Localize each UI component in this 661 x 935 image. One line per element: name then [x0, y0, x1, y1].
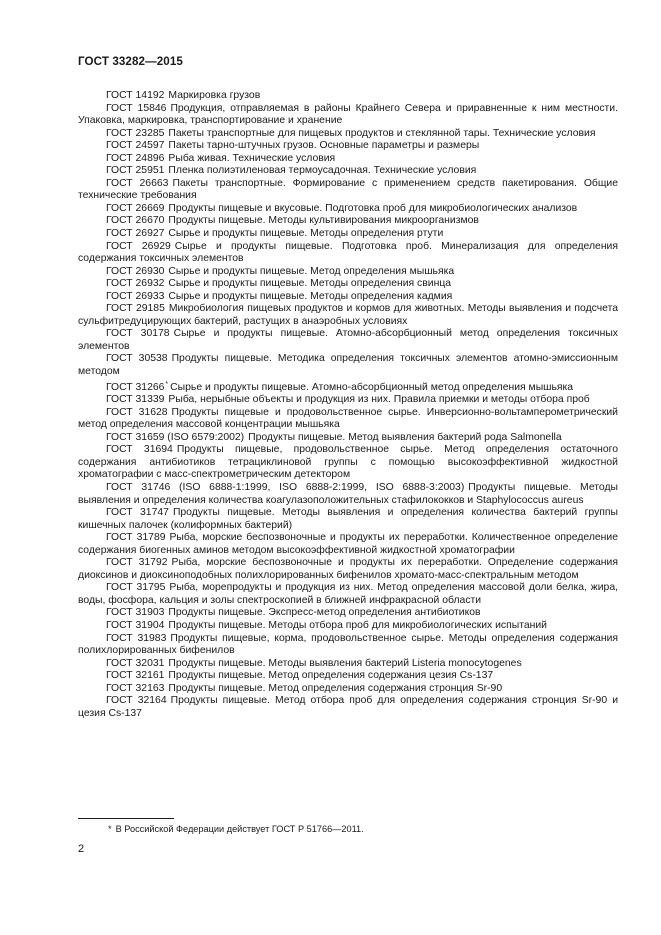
reference-code: ГОСТ 31266: [106, 381, 165, 393]
reference-item: [78, 165, 618, 178]
reference-item: [78, 620, 618, 633]
reference-title: Сырье и продукты пищевые. Методы определения ртути: [168, 228, 444, 240]
reference-code: ГОСТ 29185: [106, 303, 165, 315]
reference-title: Продукты пищевые. Методы выявления и определения количества бактерий группы кишечных палочек (колиформных бактерий): [78, 507, 618, 531]
reference-code: ГОСТ 14192: [106, 90, 165, 101]
reference-title: Рыба, морепродукты и продукция из них. Метод определения массовой доли белка, жира, воды, фосфора, кальция и золы спектроскопией в ближней инфракрасной области: [78, 582, 618, 606]
reference-title: Продукты пищевые. Метод определения содержания цезия Cs-137: [168, 670, 494, 682]
reference-code: ГОСТ 31983: [106, 632, 167, 644]
reference-code: ГОСТ 31792: [106, 557, 168, 569]
reference-title: Сырье и продукты пищевые. Подготовка проб. Минерализация для определения содержания токсичных элементов: [78, 240, 618, 265]
reference-title: Микробиология пищевых продуктов и кормов для животных. Методы выявления и подсчета сульфитредуцирующих бактерий, растущих в анаэробных условиях: [78, 303, 618, 327]
reference-title: Сырье и продукты пищевые. Атомно-абсорбционный метод определения мышьяка: [170, 381, 574, 393]
reference-code: ГОСТ 26932: [106, 278, 165, 290]
page-number: 2: [78, 843, 85, 855]
reference-code: ГОСТ 31694: [106, 444, 173, 456]
reference-title: Пакеты транспортные для пищевых продуктов и стеклянной тары. Технические условия: [168, 127, 596, 139]
reference-code: ГОСТ 32161: [106, 670, 165, 682]
reference-title: Рыба живая. Технические условия: [168, 152, 336, 164]
reference-code: ГОСТ 26927: [106, 228, 165, 240]
reference-item: [78, 103, 618, 128]
reference-item: [78, 128, 618, 141]
reference-item: [78, 658, 618, 671]
normative-references-list: [78, 90, 618, 720]
reference-item: [78, 432, 618, 445]
reference-code: ГОСТ 31795: [106, 582, 166, 594]
reference-code: ГОСТ 26929: [106, 240, 171, 252]
reference-item: [78, 607, 618, 620]
reference-title: Сырье и продукты пищевые. Методы определения кадмия: [168, 290, 453, 302]
reference-title: Продукты пищевые. Методы отбора проб для микробиологических испытаний: [168, 619, 547, 631]
reference-code: ГОСТ 31628: [106, 406, 168, 418]
reference-title: Продукты пищевые. Метод отбора проб для определения содержания стронция Sr-90 и цезия Cs-137: [78, 695, 618, 719]
reference-code: ГОСТ 31746 (ISO 6888-1:1999, ISO 6888-2:1999, ISO 6888-3:2003): [106, 481, 465, 493]
reference-item: [78, 90, 618, 103]
reference-code: ГОСТ 30178: [106, 328, 170, 340]
reference-title: Пакеты транспортные. Формирование с применением средств пакетирования. Общие технические требования: [78, 177, 618, 202]
reference-item: [78, 140, 618, 153]
reference-title: Продукты пищевые. Метод выявления бактерий рода Salmonella: [248, 431, 562, 443]
reference-item: [78, 633, 618, 658]
reference-code: ГОСТ 25951: [106, 165, 165, 177]
reference-code: ГОСТ 32031: [106, 657, 165, 669]
reference-title: Продукты пищевые и продовольственное сырье. Инверсионно-вольтамперометрический метод определения массовой концентрации мышьяка: [78, 406, 618, 431]
reference-item: [78, 482, 618, 507]
reference-item: [78, 532, 618, 557]
reference-title: Рыба, морские беспозвоночные и продукты их переработки. Определение содержания диоксинов и диоксиноподобных полихлорированных бифенилов хромато-масс-спектральным методом: [78, 557, 618, 581]
reference-code: ГОСТ 31747: [106, 507, 169, 519]
reference-footnote-mark: *: [165, 380, 169, 388]
reference-title: Продукты пищевые. Методы выявления и определения количества коагулазоположительных стафилококков и Staphylococcus aureus: [78, 481, 618, 506]
reference-code: ГОСТ 24896: [106, 152, 165, 164]
reference-code: ГОСТ 26930: [106, 265, 165, 277]
reference-item: [78, 379, 618, 395]
reference-item: [78, 241, 618, 266]
reference-code: ГОСТ 26669: [106, 202, 165, 214]
reference-item: [78, 557, 618, 582]
reference-item: [78, 695, 618, 720]
reference-item: [78, 683, 618, 696]
reference-item: [78, 303, 618, 328]
reference-title: Продукты пищевые. Метод определения содержания стронция Sr-90: [168, 682, 503, 694]
reference-item: [78, 507, 618, 532]
footnote: [108, 824, 364, 834]
reference-title: Продукты пищевые и вкусовые. Подготовка проб для микробиологических анализов: [168, 202, 578, 214]
footnote-mark: *: [108, 824, 112, 834]
reference-title: Сырье и продукты пищевые. Атомно-абсорбционный метод определения токсичных элементов: [78, 328, 618, 352]
reference-code: ГОСТ 30538: [106, 353, 168, 365]
reference-title: Маркировка грузов: [168, 90, 261, 101]
reference-title: Пленка полиэтиленовая термоусадочная. Технические условия: [168, 165, 477, 177]
reference-title: Продукты пищевые. Методика определения токсичных элементов атомно-эмиссионным методом: [78, 353, 618, 378]
reference-title: Продукты пищевые, корма, продовольственное сырье. Методы определения содержания полихлорированных бифенилов: [78, 632, 618, 657]
reference-item: [78, 670, 618, 683]
reference-code: ГОСТ 31904: [106, 619, 165, 631]
reference-code: ГОСТ 31903: [106, 607, 165, 619]
reference-title: Продукты пищевые. Методы выявления бактерий Listeria monocytogenes: [168, 657, 522, 669]
reference-title: Пакеты тарно-штучных грузов. Основные параметры и размеры: [168, 140, 480, 152]
reference-title: Рыба, морские беспозвоночные и продукты их переработки. Количественное определение содержания биогенных аминов методом высокоэффективной жидкостной хроматографии: [78, 532, 618, 556]
reference-code: ГОСТ 31339: [106, 394, 165, 406]
reference-item: [78, 394, 618, 407]
reference-code: ГОСТ 31789: [106, 532, 166, 544]
reference-code: ГОСТ 26933: [106, 290, 165, 302]
footnote-divider: [78, 818, 174, 819]
reference-title: Рыба, нерыбные объекты и продукция из них. Правила приемки и методы отбора проб: [168, 394, 590, 406]
reference-title: Продукты пищевые, продовольственное сырье. Метод определения остаточного содержания антибиотиков тетрациклиновой группы с помощью высокоэффективной жидкостной хроматографии с масс-спектрометрическим детектором: [78, 444, 618, 481]
reference-code: ГОСТ 23285: [106, 127, 165, 139]
reference-code: ГОСТ 15846: [106, 102, 167, 114]
reference-title: Продукты пищевые. Методы культивирования микроорганизмов: [168, 215, 479, 227]
footnote-text: В Российской Федерации действует ГОСТ Р 51766—2011.: [115, 824, 364, 834]
reference-item: [78, 328, 618, 353]
reference-code: ГОСТ 26663: [106, 177, 169, 189]
reference-code: ГОСТ 31659 (ISO 6579:2002): [106, 431, 245, 443]
reference-item: [78, 407, 618, 432]
reference-code: ГОСТ 32164: [106, 695, 167, 707]
reference-title: Продукция, отправляемая в районы Крайнего Севера и приравненные к ним местности. Упаковка, маркировка, транспортирование и хранение: [78, 102, 618, 127]
reference-title: Сырье и продукты пищевые. Метод определения мышьяка: [168, 265, 455, 277]
reference-item: [78, 353, 618, 378]
reference-title: Продукты пищевые. Экспресс-метод определения антибиотиков: [168, 607, 481, 619]
reference-item: [78, 153, 618, 166]
reference-item: [78, 291, 618, 304]
reference-title: Сырье и продукты пищевые. Методы определения свинца: [168, 278, 452, 290]
reference-item: [78, 228, 618, 241]
reference-item: [78, 178, 618, 203]
reference-item: [78, 444, 618, 482]
reference-item: [78, 278, 618, 291]
document-header-title: ГОСТ 33282—2015: [78, 55, 183, 68]
reference-item: [78, 266, 618, 279]
reference-item: [78, 203, 618, 216]
reference-item: [78, 215, 618, 228]
reference-code: ГОСТ 26670: [106, 215, 165, 227]
reference-item: [78, 582, 618, 607]
reference-code: ГОСТ 24597: [106, 140, 165, 152]
reference-code: ГОСТ 32163: [106, 682, 165, 694]
